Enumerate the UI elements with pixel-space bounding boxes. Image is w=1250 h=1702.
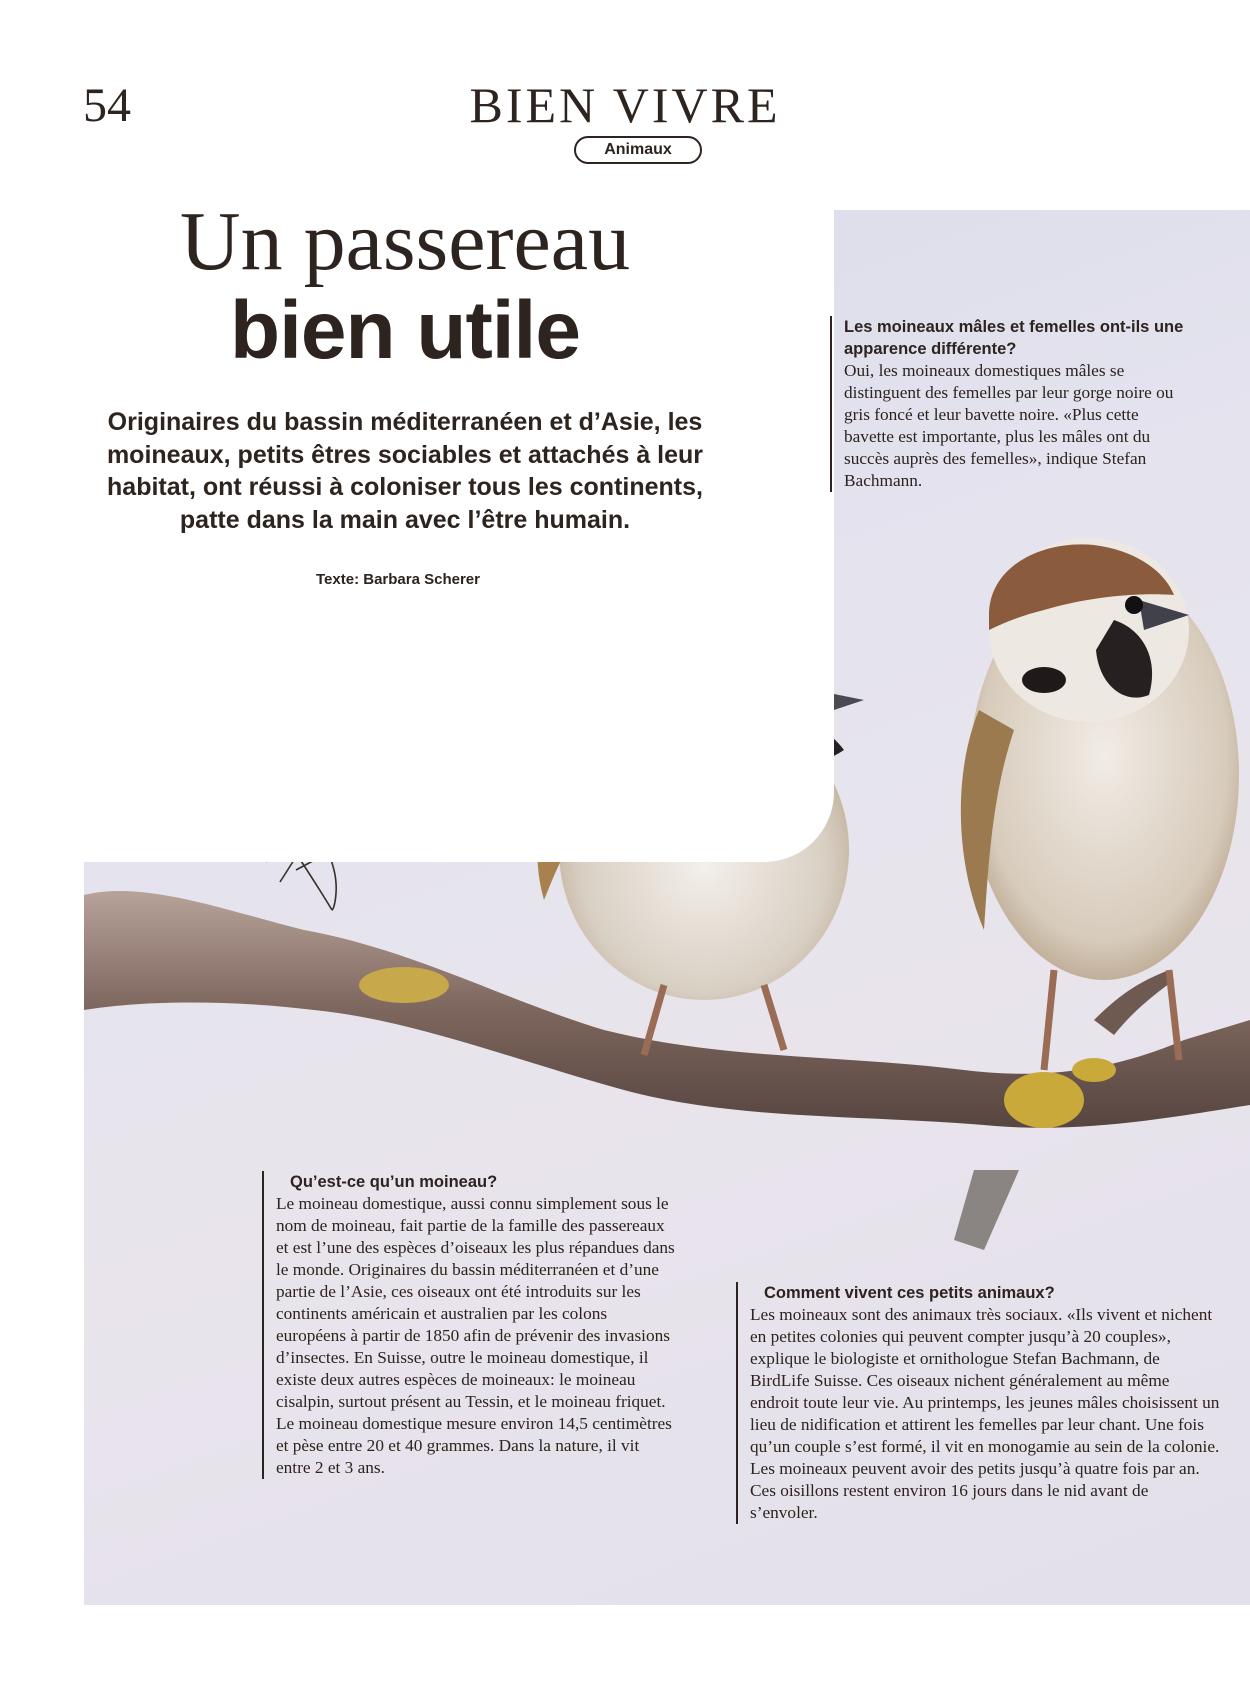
lead-paragraph: Originaires du bassin méditerranéen et d’Asie, les moineaux, petits êtres sociables et attachés à leur habitat, ont réussi à coloniser tous les continents, patte dans la main avec l’être humain. [106, 408, 704, 534]
qa-question: Comment vivent ces petits animaux? [764, 1284, 1055, 1302]
qa-question: Les moineaux mâles et femelles ont-ils une apparence différente? [844, 318, 1184, 358]
qa-what-is-sparrow [262, 1171, 676, 1479]
qa-answer: Les moineaux sont des animaux très sociaux. «Ils vivent et nichent en petites colonies qui peuvent compter jusqu’à 20 couples», explique le biologiste et ornithologue Stefan Bachmann, de BirdLife Suisse. Ces oiseaux nichent généralement au même endroit toute leur vie. Au printemps, les jeunes mâles choisissent un lieu de nidification et attirent les femelles par leur chant. Une fois qu’un couple s’est formé, il vit en monogamie au sein de la colonie. Les moineaux peuvent avoir des petits jusqu’à quatre fois par an. Ces oisillons restent environ 16 jours dans le nid avant de s’envoler. [750, 1305, 1220, 1522]
qa-answer: Le moineau domestique, aussi connu simplement sous le nom de moineau, fait partie de la famille des passereaux et est l’une des espèces d’oiseaux les plus répandues dans le monde. Originaires du bassin méditerranéen et d’une partie de l’Asie, ces oiseaux ont été introduits sur les continents américain et australien par les colons européens à partir de 1850 afin de prévenir des invasions d’insectes. En Suisse, outre le moineau domestique, il existe deux autres espèces de moineaux: le moineau cisalpin, surtout présent au Tessin, et le moineau friquet. Le moineau domestique mesure environ 14,5 centimètres et pèse entre 20 et 40 grammes. Dans la nature, il vit entre 2 et 3 ans. [276, 1194, 675, 1477]
qa-question: Qu’est-ce qu’un moineau? [290, 1173, 498, 1191]
author-credit: Texte: Barbara Scherer [316, 571, 480, 588]
qa-answer: Oui, les moineaux domestiques mâles se distinguent des femelles par leur gorge noire ou gris foncé et leur bavette noire. «Plus cette bavette est importante, plus les mâles ont du succès auprès des femelles», indique Stefan Bachmann. [844, 361, 1174, 490]
section-title: BIEN VIVRE [469, 77, 781, 133]
page-number: 54 [83, 79, 131, 132]
headline-line1: Un passereau [179, 195, 631, 288]
headline-line2: bien utile [230, 285, 580, 376]
qa-appearance [830, 316, 1184, 492]
section-tag: Animaux [574, 136, 702, 164]
qa-how-they-live [736, 1282, 1220, 1524]
